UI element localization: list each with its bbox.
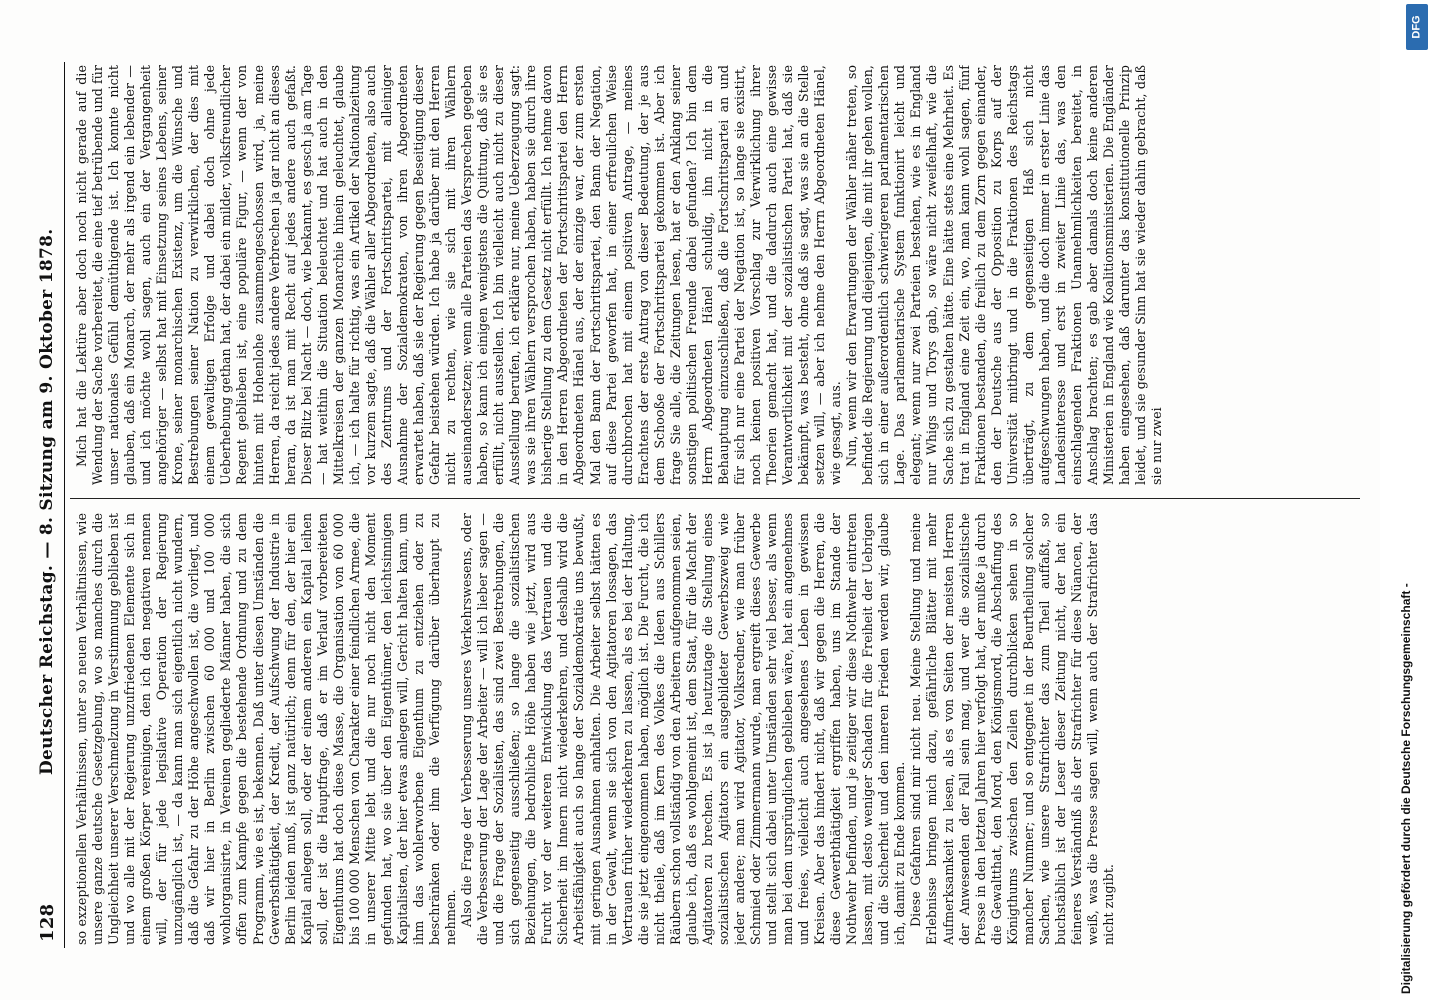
paragraph: Nun, wenn wir den Erwartungen der Wähler näher treten, so befindet die Regierung und diejenigen, die mit ihr gehen wollen, sich in einer außerordentlich schwierigeren parlamentarischen Lage. Das parlamentarische System funktionirt leicht und elegant; wenn nur zwei Parteien bestehen, wie es in England nur Whigs und Torys gab, so wäre nicht zweifelhaft, wie die Sache sich zu gestalten hätte. Eine hätte stets eine Mehrheit. Es trat in England eine Zeit ein, wo, man kann wohl sagen, fünf Fraktionen bestanden, die freilich zu dem Zorn gegen einander, den der Deutsche aus der Opposition zu Korps auf der Universität mitbringt und in die Fraktionen des Reichstags überträgt, zu dem gegenseitigen Haß sich nicht aufgeschwungen haben, und die doch immer in erster Linie das Landesinteresse und erst in zweiter Linie das, was den einschlagenden Fraktionen Unannehmlichkeiten bereitet, in Anschlag brachten; es gab aber damals doch keine anderen Ministerien in England wie Koalitionsministerien. Die Engländer haben eingesehen, daß darunter das konstitutionelle Prinzip leidet, und sie gesunder Sinn hat sie wieder dahin gebracht, daß sie nur zwei bbox=[844, 65, 1165, 485]
side-margin bbox=[1380, 0, 1432, 1000]
header-rule bbox=[64, 62, 65, 948]
column-divider bbox=[70, 498, 1360, 499]
funding-caption bbox=[1380, 0, 1432, 1000]
paragraph: Mich hat die Lektüre aber doch noch nicht gerade auf die Wendung der Sache vorbereitet, die eine tief betrübende und für unser nationales Gefühl demüthigende ist. Ich konnte nicht glauben, daß ein Monarch, der mehr als irgend ein lebender — und ich möchte wohl sagen, auch ein der Vergangenheit angehöriger — selbst hat mit Einsetzung seines Lebens, seiner Krone, seiner monarchischen Existenz, um die Wünsche und Bestrebungen seiner Nation zu verwirklichen, der dies mit einem gewaltigen Erfolge und dabei doch ohne jede Ueberhebung gethan hat, der dabei ein milder, volksfreundlicher Regent geblieben ist, eine populäre Figur, — wenn der von hinten mit Hohenlohe zusammengeschossen wird, ja, meine Herren, da reicht jedes andere Verbrechen ja gar nicht an dieses heran, da ist man mit Recht auf jedes andere auch gefaßt. Dieser Blitz bei Nacht — doch, wie bekannt, es gesch ja am Tage — hat weithin die Situation beleuchtet und hat auch in den Mittelkreisen der ganzen Monarchie hinein geleuchtet, glaube ich, — ich halte für richtig, was ein Artikel der Nationalzeitung vor kurzem sagte, daß die Wähler aller Abgeordneten, also auch des Zentrums und der Fortschrittspartei, mit alleiniger Ausnahme der Sozialdemokraten, von ihren Abgeordneten erwartet haben, daß sie der Regierung gegen Beseitigung dieser Gefahr beistehen würden. Ich habe ja darüber mit den Herren nicht zu rechten, wie sie sich mit ihren Wählern auseinandersetzen; wenn alle Parteien das Versprechen gegeben haben, so kann ich einigen wenigstens die Quittung, daß sie es erfüllt, nicht ausstellen. Ich bin vielleicht auch nicht zu dieser Ausstellung berufen, ich erkläre nur, meine Ueberzeugung sagt: was sie ihren Wählern versprochen haben, haben sie durch ihre bisherige Stellung zu dem Gesetz nicht erfüllt. Ich nehme davon in den Herren Abgeordneten der Fortschrittspartei den Herrn Abgeordneten Hänel aus, der der einzige war, der zum ersten Mal den Bann der Fortschrittspartei, den Bann der Negation, auf diese Partei geworfen hat, in einer erfreulichen Weise durchbrochen hat mit einem positiven Antrage, — meines Erachtens der erste Antrag von dieser Bedeutung, der je aus dem Schooße der Fortschrittspartei gekommen ist. Aber ich frage Sie alle, die Zeitungen lesen, hat er den Anklang seiner sonstigen politischen Freunde dabei gefunden? Ich bin dem Herrn Abgeordneten Hänel schuldig, ihn nicht in die Behauptung einzuschließen, daß die Fortschrittspartei an und für sich nur eine Partei der Negation ist, so lange sie existirt, noch keinen positiven Vorschlag zur Verwirklichung ihrer Theorien gemacht hat, und die dadurch auch eine gewisse Verantwortlichkeit mit der sozialistischen Partei hat, daß sie bekämpft, was besteht, ohne daß sie sagt, was sie an die Stelle setzen will, — aber ich nehme den Herrn Abgeordneten Hänel, wie gesagt, aus. bbox=[74, 65, 844, 485]
paragraph: so exzeptionellen Verhältnissen, unter so neuen Verhältnissen, wie unsere ganze deutsche Gesetzgebung, wo so manches durch die Ungleichheit unserer Verschmelzung in Verstimmung geblieben ist und wo alle mit der Regierung unzufriedenen Elemente sich in einem großen Körper vereinigen, den ich den negativen nennen will, der für jede legislative Operation der Regierung unzugänglich ist, — da kann man sich eigentlich nicht wundern, daß die Gefahr zu der Höhe angeschwollen ist, die vorliegt, und daß wir hier in Berlin zwischen 60 000 und 100 000 wohlorganisirte, in Vereinen gegliederte Männer haben, die sich offen zum Kampfe gegen die bestehende Ordnung und zu dem Programm, wie es ist, bekennen. Daß unter diesen Umständen die Gewerbsthätigkeit, der Kredit, der Aufschwung der Industrie in Berlin leiden muß, ist ganz natürlich; denn für den, der hier ein Kapital anlegen soll, oder der einem anderen ein Kapital leihen soll, der ist die Hauptfrage, daß er im Verlauf vorbereiteten Eigenthums hat doch diese Masse, die Organisation von 60 000 bis 100 000 Menschen von Charakter einer feindlichen Armee, die in unserer Mitte lebt und die nur noch nicht den Moment gefunden hat, wo sie über den Eigenthümer, den leichtsinnigen Kapitalisten, der hier etwas anlegen will, Gericht halten kann, um ihm das wohlerworbene Eigenthum zu entziehen oder zu beschränken oder ihm die Verfügung darüber überhaupt zu nehmen. bbox=[74, 513, 459, 945]
dfg-logo-text: DFG bbox=[1411, 15, 1424, 39]
left-column bbox=[74, 513, 1362, 945]
page-header bbox=[34, 70, 60, 942]
page-number: 128 bbox=[36, 903, 58, 942]
paragraph: Diese Gefahren sind mir nicht neu. Meine Stellung und meine Erlebnisse bringen mich dazu, gefährliche Blätter mit mehr Aufmerksamkeit zu lesen, als es von Seiten der meisten Herren der Anwesenden der Fall sein mag, und wer die sozialistische Presse in den letzten Jahren hier verfolgt hat, der mußte ja durch die Gewaltthat, den Mord, den Königsmord, die Abschaffung des Königthums zwischen den Zeilen durchblicken sehen in so mancher Nummer; und so entgegnet in der Beurtheilung solcher Sachen, wie unsere Strafrichter das zum Theil auffaßt, so buchstäblich ist der Leser dieser Zeitung nicht, der hat ein feineres Verständniß als der Strafrichter für diese Nüancen, der weiß, was die Presse sagen will, wenn auch der Strafrichter das nicht zugibt. bbox=[908, 513, 1116, 945]
paragraph: Also die Frage der Verbesserung unseres Verkehrswesens, oder die Verbesserung der Lage der Arbeiter — will ich lieber sagen — und die Frage der Sozialisten, das sind zwei Bestrebungen, die sich gegenseitig ausschließen; so lange die sozialistischen Beziehungen, die bedrohliche Höhe haben wie jetzt, wird aus Furcht vor der weiteren Entwicklung das Vertrauen und die Sicherheit im Innern nicht wiederkehren, und deshalb wird die Arbeitsfähigkeit auch so lange der Sozialdemokratie uns bewußt, mit geringen Ausnahmen anhalten. Die Arbeiter selbst hätten es in der Gewalt, wenn sie sich von den Agitatoren lossagen, das Vertrauen früher wiederkehren zu lassen, als es bei der Haltung, die sie jetzt eingenommen haben, möglich ist. Die Furcht, die ich nicht theile, daß im Kern des Volkes die Ideen aus Schillers Räubern schon vollständig von den Arbeitern aufgenommen seien, glaube ich, daß es wohlgemeint ist, dem Staat, für die Macht der Agitatoren zu brechen. Es ist ja heutzutage die Stellung eines sozialistischen Agitators ein ausgebildeter Gewerbszweig wie jeder andere; man wird Agitator, Volksredner, wie man früher Schmied oder Zimmermann wurde, man ergreift dieses Gewerbe und stellt sich dabei unter Umständen sehr viel besser, als wenn man bei dem ursprünglichen geblieben wäre, hat ein angenehmes und freies, vielleicht auch angesehenes Leben in gewissen Kreisen. Aber das hindert nicht, daß wir gegen die Herren, die diese Gewerbthätigkeit ergriffen haben, uns im Stande der Nothwehr befinden, und je zeitiger wir diese Nothwehr eintreten lassen, mit desto weniger Schaden für die Freiheit der Uebrigen und die Sicherheit und den inneren Frieden werden wir, glaube ich, damit zu Ende kommen. bbox=[459, 513, 908, 945]
funding-caption-text: Digitalisierung gefördert durch die Deutsche Forschungsgemeinschaft - bbox=[1399, 583, 1413, 994]
page-title: Deutscher Reichstag. — 8. Sitzung am 9. Oktober 1878. bbox=[37, 228, 57, 775]
dfg-logo bbox=[1406, 4, 1428, 50]
right-column bbox=[74, 65, 1362, 485]
